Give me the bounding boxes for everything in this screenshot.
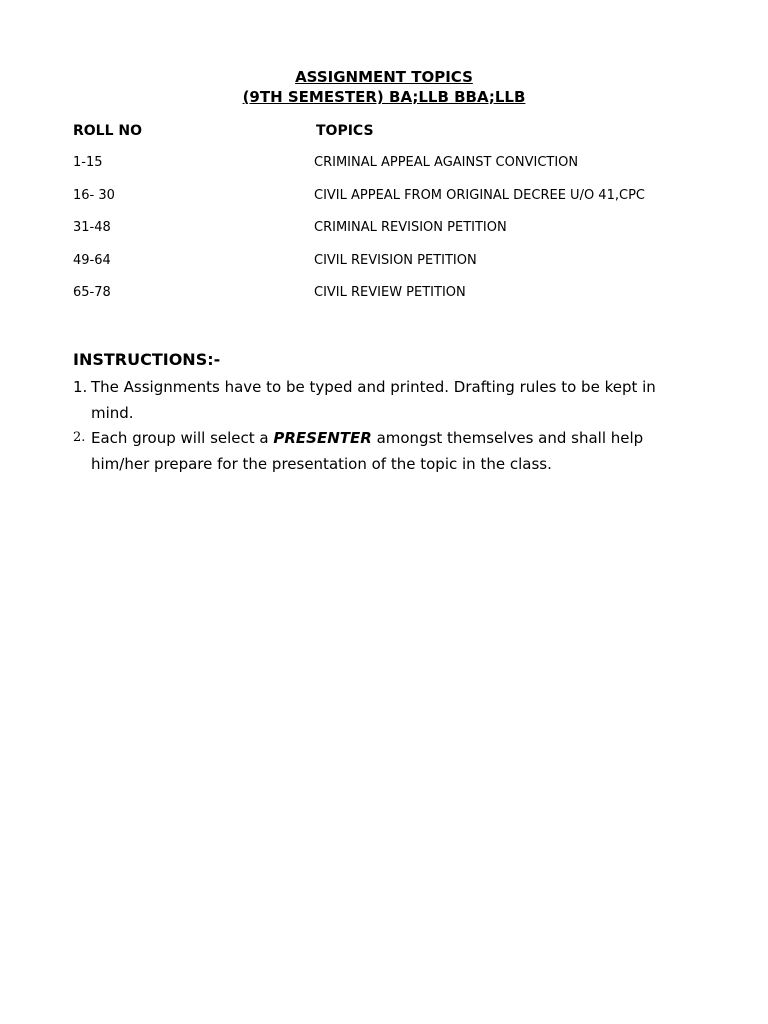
list-number: 2. [73, 430, 86, 445]
instruction-text: The Assignments have to be typed and printed. Drafting rules to be kept in mind. [91, 378, 656, 422]
topic-name: CRIMINAL APPEAL AGAINST CONVICTION [314, 155, 579, 170]
document-subtitle: (9TH SEMESTER) BA;LLB BBA;LLB [242, 88, 526, 106]
roll-range: 1-15 [73, 155, 103, 170]
topic-name: CIVIL REVISION PETITION [314, 253, 477, 268]
roll-range: 65-78 [73, 285, 111, 300]
presenter-emphasis: PRESENTER [273, 429, 372, 447]
table-row [0, 153, 768, 173]
instruction-text-before: Each group will select a [91, 429, 274, 447]
list-number: 1. [73, 378, 88, 396]
instruction-text [91, 425, 693, 477]
roll-range: 31-48 [73, 220, 111, 235]
topic-name: CRIMINAL REVISION PETITION [314, 220, 507, 235]
instruction-item [73, 374, 693, 426]
table-row [0, 251, 768, 271]
column-header-topics: TOPICS [316, 123, 374, 139]
document-title: ASSIGNMENT TOPICS [295, 68, 473, 86]
instructions-heading: INSTRUCTIONS:- [73, 350, 221, 369]
column-header-roll-no: ROLL NO [73, 123, 143, 139]
instruction-item [73, 425, 693, 477]
topic-name: CIVIL APPEAL FROM ORIGINAL DECREE U/O 41,CPC [314, 188, 645, 203]
roll-range: 16- 30 [73, 188, 115, 203]
table-row [0, 186, 768, 206]
table-row [0, 218, 768, 238]
table-row [0, 283, 768, 303]
instruction-text-after: amongst themselves and shall help him/her prepare for the presentation of the topic in the class. [91, 429, 644, 473]
topic-name: CIVIL REVIEW PETITION [314, 285, 466, 300]
roll-range: 49-64 [73, 253, 111, 268]
